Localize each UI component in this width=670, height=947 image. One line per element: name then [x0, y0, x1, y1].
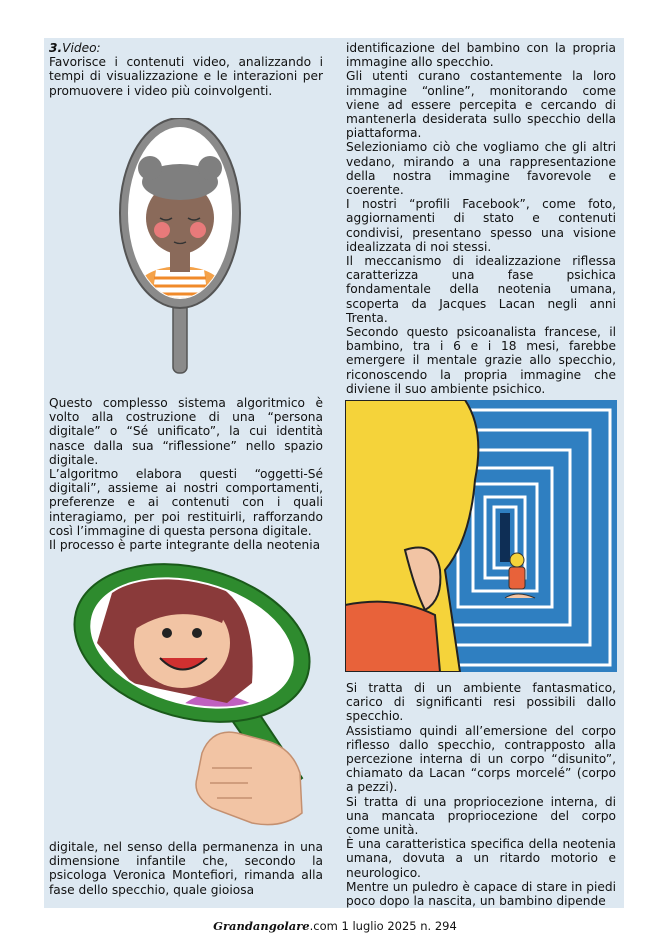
gray-mirror-illustration: [108, 118, 258, 378]
puledro-paragraph: Mentre un puledro è capace di stare in piedi poco dopo la nascita, un bambino dipende: [346, 879, 616, 909]
video-intro-paragraph: Favorisce i contenuti video, analizzando i tempi di visualizzazione e le interazioni per promuovere i video più coinvolgenti.: [49, 55, 323, 98]
propriocezione-paragraph: Si tratta di una propriocezione interna, di una mancata propriocezione del corpo come unità.: [346, 794, 616, 838]
section-heading: 3.Video:: [49, 41, 101, 55]
mirror-corridor-illustration: [345, 400, 617, 672]
footer-date-issue: .com 1 luglio 2025 n. 294: [309, 919, 457, 933]
identificazione-paragraph: identificazione del bambino con la propria immagine allo specchio.: [346, 41, 616, 70]
right-column-top: [346, 41, 616, 396]
utenti-paragraph: Gli utenti curano costantemente la loro immagine “online”, monitorando come viene ad essere percepita e cercando di mantenerla desiderata sullo specchio della piattaforma.: [346, 69, 616, 141]
algoritmo-paragraph: L’algoritmo elabora questi “oggetti-Sé digitali”, assieme ai nostri comportamenti, preferenze e ai contenuti con i quali interagiamo, per poi restituirli, rafforzando così l’immagine di questa persona digitale.: [49, 467, 323, 538]
corpo-riflesso-paragraph: Assistiamo quindi all’emersione del corpo riflesso dallo specchio, contrapposto alla percezione interna di un corpo “disunito”, chiamato da Lacan “corps morcelé” (corpo a pezzi).: [346, 723, 616, 795]
selezioniamo-paragraph: Selezioniamo ciò che vogliamo che gli altri vedano, mirando a una rappresentazione della nostra immagine favorevole e coerente.: [346, 140, 616, 198]
processo-paragraph: Il processo è parte integrante della neotenia: [49, 538, 321, 553]
left-column-bottom: [49, 840, 323, 897]
ambiente-fantasmatico-paragraph: Si tratta di un ambiente fantasmatico, carico di significanti resi possibili dallo specchio.: [346, 681, 616, 724]
persona-digitale-paragraph: Questo complesso sistema algoritmico è volto alla costruzione di una “persona digitale” o “Sé unificato”, la cui identità nasce dalla sua “riflessione” nello spazio digitale.: [49, 396, 323, 467]
caratteristica-neotenia-paragraph: È una caratteristica specifica della neotenia umana, dovuta a un ritardo motorio e neurologico.: [346, 837, 616, 880]
green-mirror-illustration: [52, 563, 330, 833]
lacan-paragraph: Secondo questo psicoanalista francese, il bambino, tra i 6 e i 18 mesi, farebbe emergere il mentale grazie allo specchio, riconoscendo la propria immagine che diviene il suo ambiente psichico.: [346, 325, 616, 396]
profili-facebook-paragraph: I nostri “profili Facebook”, come foto, aggiornamenti di stato e contenuti condivisi, presentano spesso una visione idealizzata di noi stessi.: [346, 197, 616, 254]
footer-brand: Grandangolare: [213, 919, 310, 933]
right-column-bottom: [346, 681, 616, 908]
idealizzazione-paragraph: Il meccanismo di idealizzazione riflessa caratterizza una fase psichica fondamentale della neotenia umana, scoperta da Jacques Lacan negli anni Trenta.: [346, 254, 616, 325]
neotenia-digitale-paragraph: digitale, nel senso della permanenza in una dimensione infantile che, secondo la psicologa Veronica Montefiori, rimanda alla fase dello specchio, quale gioiosa: [49, 840, 323, 897]
left-column-middle: [49, 396, 323, 552]
left-column-top: [49, 41, 323, 98]
page-footer: [0, 919, 670, 933]
